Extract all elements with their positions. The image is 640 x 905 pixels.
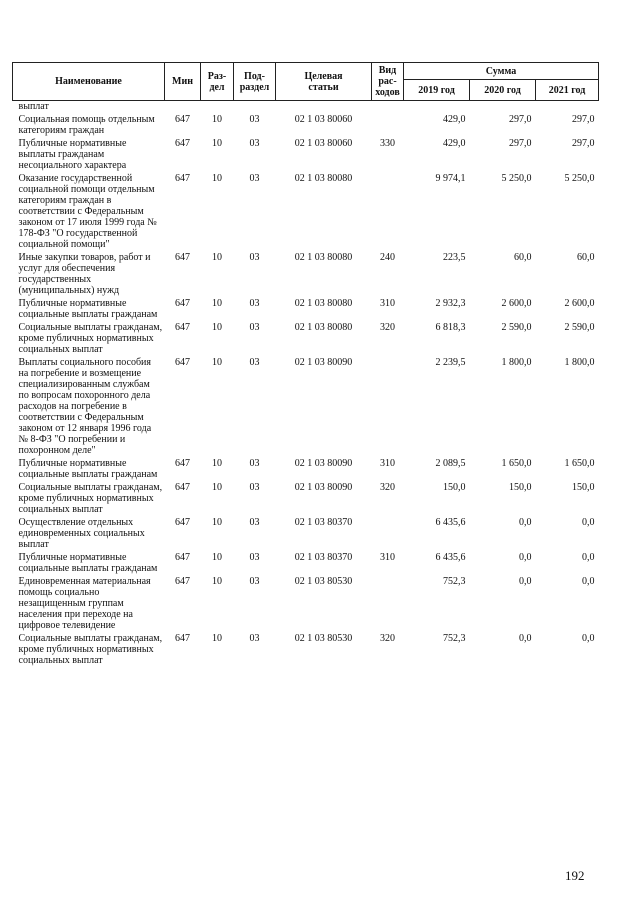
table-row bbox=[13, 357, 599, 458]
cell-podrazdel: 03 bbox=[249, 633, 260, 644]
cell-razdel: 10 bbox=[212, 357, 222, 368]
cell-2020: 2 590,0 bbox=[501, 322, 532, 333]
cell-target: 02 1 03 80080 bbox=[294, 322, 353, 333]
cell-2021: 2 600,0 bbox=[564, 298, 595, 309]
cell-min: 647 bbox=[175, 173, 190, 184]
cell-podrazdel: 03 bbox=[249, 482, 260, 493]
cell-podrazdel bbox=[234, 101, 276, 115]
cell-2020: 297,0 bbox=[509, 138, 532, 149]
cell-2019: 752,3 bbox=[443, 576, 466, 587]
cell-podrazdel: 03 bbox=[249, 576, 260, 587]
cell-min: 647 bbox=[175, 138, 190, 149]
cell-target: 02 1 03 80370 bbox=[294, 552, 353, 563]
table-row bbox=[13, 517, 599, 552]
cell-vid: 320 bbox=[380, 322, 395, 333]
cell-vid: 320 bbox=[380, 633, 395, 644]
cell-razdel: 10 bbox=[212, 458, 222, 469]
cell-2020: 60,0 bbox=[514, 252, 532, 263]
cell-vid: 310 bbox=[380, 458, 395, 469]
col-header-vid: Вид рас- ходов bbox=[372, 63, 404, 101]
table-row bbox=[13, 552, 599, 576]
cell-2021: 5 250,0 bbox=[564, 173, 595, 184]
cell-min: 647 bbox=[175, 458, 190, 469]
cell-2019: 2 932,3 bbox=[435, 298, 466, 309]
cell-2021: 60,0 bbox=[577, 252, 595, 263]
cell-vid bbox=[372, 576, 404, 633]
col-header-2021: 2021 год bbox=[536, 80, 599, 101]
cell-vid bbox=[372, 173, 404, 252]
cell-vid bbox=[372, 357, 404, 458]
col-header-name: Наименование bbox=[13, 63, 165, 101]
table-row bbox=[13, 458, 599, 482]
cell-razdel: 10 bbox=[212, 576, 222, 587]
budget-table-container bbox=[12, 62, 598, 668]
cell-podrazdel: 03 bbox=[249, 322, 260, 333]
cell-min: 647 bbox=[175, 298, 190, 309]
cell-vid bbox=[372, 517, 404, 552]
cell-2020: 2 600,0 bbox=[501, 298, 532, 309]
cell-target: 02 1 03 80090 bbox=[294, 458, 353, 469]
cell-2021: 0,0 bbox=[582, 552, 595, 563]
cell-name: Социальные выплаты гражданам, кроме публичных нормативных социальных выплат bbox=[18, 322, 163, 355]
cell-podrazdel: 03 bbox=[249, 458, 260, 469]
col-header-target: Целевая статьи bbox=[276, 63, 372, 101]
cell-2019 bbox=[404, 101, 470, 115]
cell-target: 02 1 03 80530 bbox=[294, 633, 353, 644]
table-row bbox=[13, 138, 599, 173]
cell-podrazdel: 03 bbox=[249, 517, 260, 528]
cell-name: Иные закупки товаров, работ и услуг для обеспечения государственных (муниципальных) нужд bbox=[18, 252, 151, 296]
cell-2021: 1 800,0 bbox=[564, 357, 595, 368]
table-row bbox=[13, 482, 599, 517]
table-body bbox=[13, 101, 599, 669]
cell-name: выплат bbox=[18, 101, 49, 112]
cell-2019: 6 435,6 bbox=[435, 517, 466, 528]
col-header-razdel: Раз- дел bbox=[201, 63, 234, 101]
cell-2021: 1 650,0 bbox=[564, 458, 595, 469]
cell-2020 bbox=[470, 101, 536, 115]
cell-2020: 297,0 bbox=[509, 114, 532, 125]
cell-2019: 2 239,5 bbox=[435, 357, 466, 368]
cell-razdel: 10 bbox=[212, 138, 222, 149]
cell-2020: 0,0 bbox=[519, 633, 532, 644]
cell-podrazdel: 03 bbox=[249, 357, 260, 368]
cell-2019: 429,0 bbox=[443, 114, 466, 125]
table-row bbox=[13, 322, 599, 357]
cell-vid bbox=[372, 101, 404, 115]
cell-razdel: 10 bbox=[212, 322, 222, 333]
cell-name: Единовременная материальная помощь социально незащищенным группам населения при переходе на цифровое телевидение bbox=[18, 576, 151, 631]
cell-vid: 310 bbox=[380, 552, 395, 563]
col-header-podrazdel: Под- раздел bbox=[234, 63, 276, 101]
cell-2019: 223,5 bbox=[443, 252, 466, 263]
col-header-2019: 2019 год bbox=[404, 80, 470, 101]
cell-podrazdel: 03 bbox=[249, 114, 260, 125]
cell-razdel: 10 bbox=[212, 552, 222, 563]
cell-name: Публичные нормативные социальные выплаты гражданам bbox=[18, 552, 158, 574]
cell-razdel: 10 bbox=[212, 173, 222, 184]
cell-min: 647 bbox=[175, 633, 190, 644]
cell-podrazdel: 03 bbox=[249, 138, 260, 149]
table-row bbox=[13, 173, 599, 252]
table-row bbox=[13, 114, 599, 138]
col-header-summa: Сумма bbox=[404, 63, 599, 80]
cell-min: 647 bbox=[175, 517, 190, 528]
cell-target: 02 1 03 80530 bbox=[294, 576, 353, 587]
cell-razdel: 10 bbox=[212, 252, 222, 263]
cell-name: Социальные выплаты гражданам, кроме публичных нормативных социальных выплат bbox=[18, 633, 163, 666]
cell-min: 647 bbox=[175, 482, 190, 493]
page-number: 192 bbox=[565, 868, 585, 883]
cell-2021: 2 590,0 bbox=[564, 322, 595, 333]
cell-2019: 429,0 bbox=[443, 138, 466, 149]
cell-2020: 150,0 bbox=[509, 482, 532, 493]
cell-name: Публичные нормативные социальные выплаты гражданам bbox=[18, 458, 158, 480]
cell-2020: 0,0 bbox=[519, 517, 532, 528]
cell-2019: 9 974,1 bbox=[435, 173, 466, 184]
cell-razdel: 10 bbox=[212, 482, 222, 493]
table-row bbox=[13, 633, 599, 668]
cell-min: 647 bbox=[175, 114, 190, 125]
table-row bbox=[13, 252, 599, 298]
cell-2019: 752,3 bbox=[443, 633, 466, 644]
table-header bbox=[13, 63, 599, 101]
cell-2021: 297,0 bbox=[572, 114, 595, 125]
col-header-min: Мин bbox=[165, 63, 201, 101]
cell-name: Выплаты социального пособия на погребение и возмещение специализированным службам по вопросам похоронного дела расходов на погребение в соответствии с Федеральным законом от 12 января 1996 года № 8-ФЗ "О погребении и похоронном деле" bbox=[18, 357, 152, 456]
cell-2021: 297,0 bbox=[572, 138, 595, 149]
cell-name: Публичные нормативные социальные выплаты гражданам bbox=[18, 298, 158, 320]
cell-podrazdel: 03 bbox=[249, 552, 260, 563]
cell-min: 647 bbox=[175, 252, 190, 263]
cell-razdel: 10 bbox=[212, 517, 222, 528]
cell-target: 02 1 03 80080 bbox=[294, 252, 353, 263]
budget-table bbox=[12, 62, 599, 668]
cell-min: 647 bbox=[175, 576, 190, 587]
cell-2019: 6 435,6 bbox=[435, 552, 466, 563]
cell-2020: 1 650,0 bbox=[501, 458, 532, 469]
cell-min: 647 bbox=[175, 357, 190, 368]
cell-target: 02 1 03 80060 bbox=[294, 138, 353, 149]
cell-2021 bbox=[536, 101, 599, 115]
cell-podrazdel: 03 bbox=[249, 252, 260, 263]
cell-name: Осуществление отдельных единовременных социальных выплат bbox=[18, 517, 145, 550]
cell-razdel: 10 bbox=[212, 633, 222, 644]
cell-2020: 0,0 bbox=[519, 576, 532, 587]
cell-vid: 320 bbox=[380, 482, 395, 493]
cell-podrazdel: 03 bbox=[249, 298, 260, 309]
cell-name: Социальные выплаты гражданам, кроме публичных нормативных социальных выплат bbox=[18, 482, 163, 515]
cell-2020: 0,0 bbox=[519, 552, 532, 563]
cell-target: 02 1 03 80060 bbox=[294, 114, 353, 125]
cell-podrazdel: 03 bbox=[249, 173, 260, 184]
cell-target: 02 1 03 80090 bbox=[294, 357, 353, 368]
table-row bbox=[13, 298, 599, 322]
table-row bbox=[13, 101, 599, 115]
cell-min: 647 bbox=[175, 552, 190, 563]
cell-2020: 1 800,0 bbox=[501, 357, 532, 368]
cell-target: 02 1 03 80090 bbox=[294, 482, 353, 493]
cell-2020: 5 250,0 bbox=[501, 173, 532, 184]
cell-name: Социальная помощь отдельным категориям граждан bbox=[18, 114, 155, 136]
cell-vid: 310 bbox=[380, 298, 395, 309]
cell-2021: 0,0 bbox=[582, 517, 595, 528]
cell-2019: 150,0 bbox=[443, 482, 466, 493]
cell-target: 02 1 03 80370 bbox=[294, 517, 353, 528]
cell-min bbox=[165, 101, 201, 115]
col-header-2020: 2020 год bbox=[470, 80, 536, 101]
cell-target: 02 1 03 80080 bbox=[294, 173, 353, 184]
cell-razdel: 10 bbox=[212, 114, 222, 125]
cell-razdel: 10 bbox=[212, 298, 222, 309]
table-row bbox=[13, 576, 599, 633]
cell-2021: 150,0 bbox=[572, 482, 595, 493]
cell-razdel bbox=[201, 101, 234, 115]
cell-name: Публичные нормативные выплаты гражданам несоциального характера bbox=[18, 138, 127, 171]
cell-vid: 240 bbox=[380, 252, 395, 263]
cell-min: 647 bbox=[175, 322, 190, 333]
cell-vid bbox=[372, 114, 404, 138]
cell-vid: 330 bbox=[380, 138, 395, 149]
cell-2019: 2 089,5 bbox=[435, 458, 466, 469]
cell-target bbox=[276, 101, 372, 115]
cell-name: Оказание государственной социальной помощи отдельным категориям граждан в соответствии с Федеральным законом от 17 июля 1999 года № 178-ФЗ "О государственной социальной помощи" bbox=[18, 173, 157, 250]
cell-2021: 0,0 bbox=[582, 633, 595, 644]
cell-target: 02 1 03 80080 bbox=[294, 298, 353, 309]
cell-2021: 0,0 bbox=[582, 576, 595, 587]
cell-2019: 6 818,3 bbox=[435, 322, 466, 333]
